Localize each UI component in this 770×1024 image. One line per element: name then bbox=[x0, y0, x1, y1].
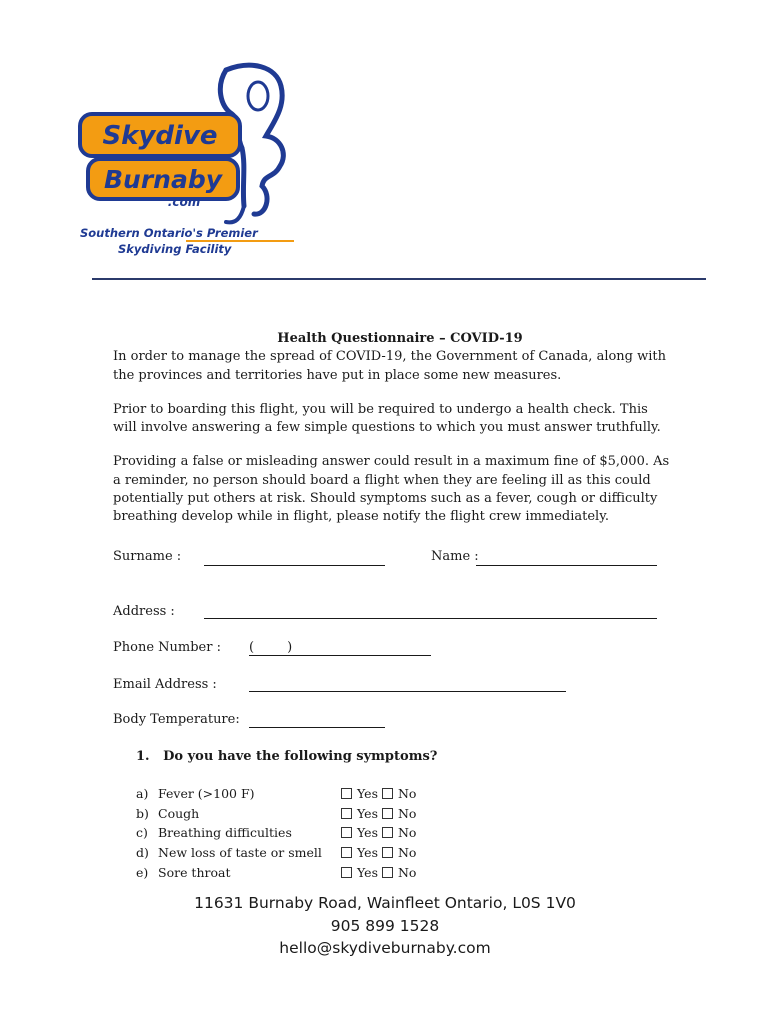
name-field[interactable] bbox=[476, 565, 657, 566]
yes-label: Yes bbox=[357, 786, 378, 801]
surname-label: Surname : bbox=[113, 549, 182, 564]
footer-contact bbox=[0, 892, 770, 960]
symptom-row bbox=[136, 825, 292, 840]
symptom-letter: c) bbox=[136, 825, 148, 840]
phone-area-code-mask: ( ) bbox=[249, 640, 293, 655]
yes-checkbox[interactable] bbox=[341, 808, 352, 819]
yes-checkbox[interactable] bbox=[341, 847, 352, 858]
yes-checkbox[interactable] bbox=[341, 788, 352, 799]
symptom-label: New loss of taste or smell bbox=[158, 845, 322, 860]
symptom-label: Sore throat bbox=[158, 865, 231, 880]
footer-phone: 905 899 1528 bbox=[330, 916, 440, 935]
no-label: No bbox=[397, 865, 417, 880]
name-label: Name : bbox=[431, 549, 479, 564]
phone-field[interactable] bbox=[249, 655, 431, 656]
temperature-field[interactable] bbox=[249, 727, 385, 728]
symptom-letter: b) bbox=[136, 806, 149, 821]
company-logo bbox=[76, 56, 306, 266]
phone-label: Phone Number : bbox=[113, 640, 221, 655]
yes-no-row bbox=[341, 845, 416, 860]
symptoms-question: 1. Do you have the following symptoms? bbox=[136, 749, 438, 764]
yes-no-row bbox=[341, 786, 416, 801]
header-divider bbox=[92, 278, 706, 280]
no-checkbox[interactable] bbox=[382, 808, 393, 819]
symptom-label: Fever (>100 F) bbox=[158, 786, 255, 801]
no-checkbox[interactable] bbox=[382, 867, 393, 878]
no-label: No bbox=[397, 786, 417, 801]
symptom-row bbox=[136, 806, 199, 821]
symptom-label: Cough bbox=[158, 806, 200, 821]
symptom-row bbox=[136, 865, 231, 880]
intro-paragraph: In order to manage the spread of COVID-19, the Government of Canada, along with the provinces and territories have put in place some new measures. bbox=[113, 349, 667, 383]
health-check-paragraph: Prior to boarding this flight, you will be required to undergo a health check. This will involve answering a few simple questions to which you must answer truthfully. bbox=[113, 401, 661, 436]
address-label: Address : bbox=[113, 604, 175, 619]
logo-tagline-2: Skydiving Facility bbox=[118, 242, 232, 256]
logo-word-skydive: Skydive bbox=[102, 121, 218, 151]
document-title: Health Questionnaire – COVID-19 bbox=[277, 331, 523, 346]
symptom-row bbox=[136, 845, 322, 860]
yes-label: Yes bbox=[357, 806, 378, 821]
symptom-letter: a) bbox=[136, 786, 149, 801]
no-label: No bbox=[397, 845, 417, 860]
footer-email[interactable]: hello@skydiveburnaby.com bbox=[279, 939, 491, 957]
yes-no-row bbox=[341, 825, 416, 840]
yes-no-row bbox=[341, 806, 416, 821]
yes-label: Yes bbox=[357, 825, 378, 840]
no-label: No bbox=[397, 806, 417, 821]
email-label: Email Address : bbox=[113, 677, 217, 692]
email-field[interactable] bbox=[249, 691, 566, 692]
footer-address: 11631 Burnaby Road, Wainfleet Ontario, L0S 1V0 bbox=[194, 894, 576, 912]
symptom-letter: d) bbox=[136, 845, 149, 860]
no-checkbox[interactable] bbox=[382, 847, 393, 858]
temperature-label: Body Temperature: bbox=[113, 712, 240, 727]
yes-label: Yes bbox=[357, 845, 378, 860]
no-checkbox[interactable] bbox=[382, 788, 393, 799]
logo-word-burnaby: Burnaby bbox=[103, 165, 223, 194]
yes-label: Yes bbox=[357, 865, 378, 880]
yes-no-row bbox=[341, 865, 416, 880]
skydiver-logo-graphic bbox=[76, 56, 306, 266]
warning-paragraph: Providing a false or misleading answer could result in a maximum fine of $5,000. As a reminder, no person should board a flight when they are feeling ill as this could potentially put others at risk. Should symptoms such as a fever, cough or difficulty breathing develop while in flight, please notify the flight crew immediately. bbox=[113, 454, 670, 525]
surname-field[interactable] bbox=[204, 565, 385, 566]
yes-checkbox[interactable] bbox=[341, 827, 352, 838]
no-label: No bbox=[397, 825, 417, 840]
no-checkbox[interactable] bbox=[382, 827, 393, 838]
symptom-letter: e) bbox=[136, 865, 149, 880]
document-body bbox=[113, 330, 673, 543]
yes-checkbox[interactable] bbox=[341, 867, 352, 878]
address-field[interactable] bbox=[204, 618, 657, 619]
symptom-row bbox=[136, 786, 255, 801]
logo-domain: .com bbox=[167, 195, 201, 209]
symptom-label: Breathing difficulties bbox=[158, 825, 292, 840]
logo-tagline-1: Southern Ontario's Premier bbox=[80, 226, 258, 240]
